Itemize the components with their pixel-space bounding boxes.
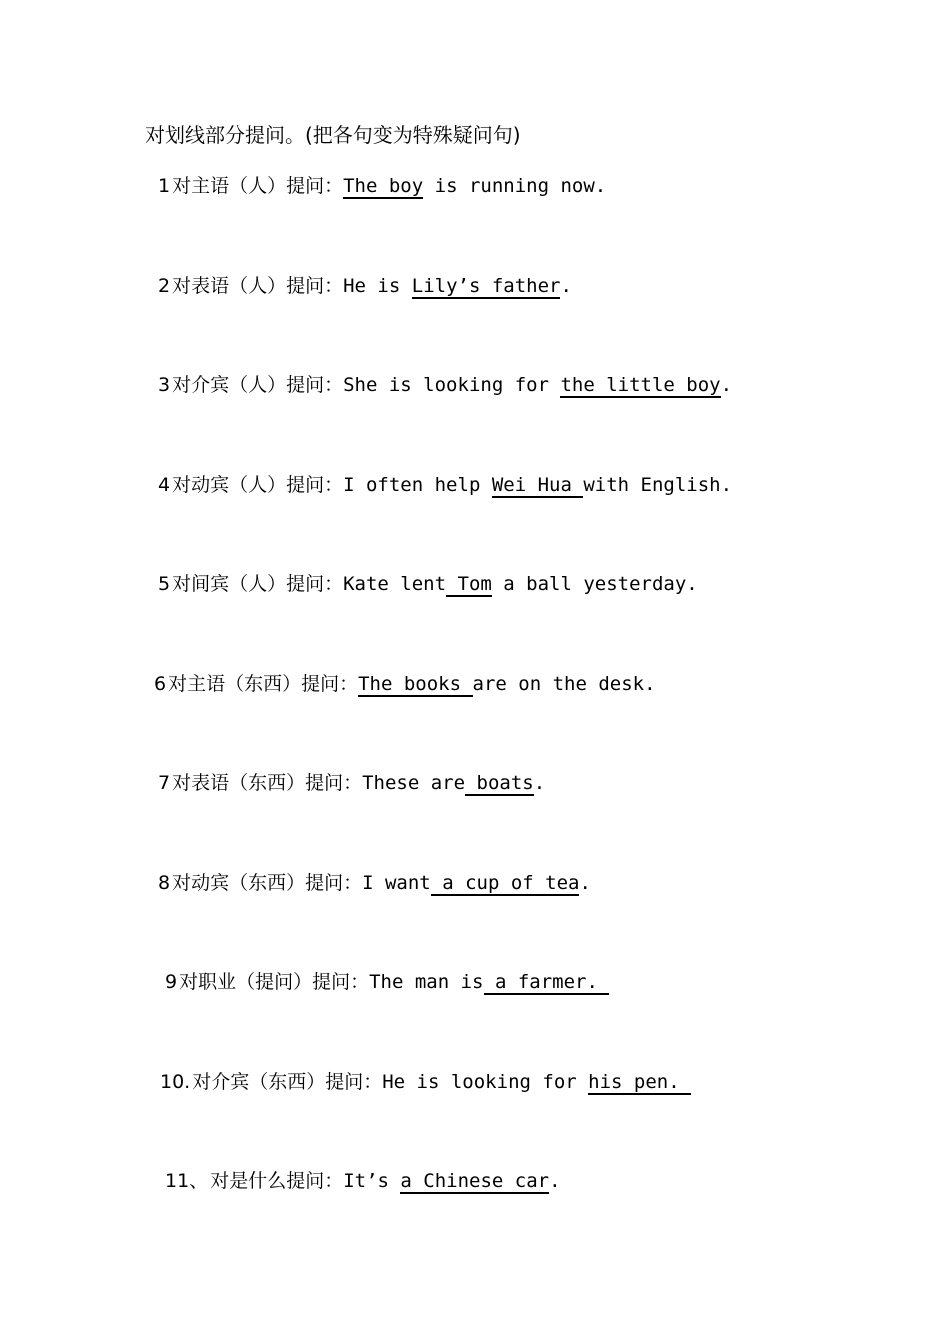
underlined-part: a farmer. (483, 971, 610, 993)
underlined-part: a Chinese car (400, 1170, 550, 1192)
underlined-part: a cup of tea (430, 872, 580, 894)
page-title: 对划线部分提问。(把各句变为特殊疑问句) (145, 123, 521, 147)
sentence-prefix: These are (362, 772, 466, 794)
question-3 (158, 371, 732, 399)
question-9 (165, 968, 609, 996)
question-10 (160, 1068, 691, 1096)
question-number: 9 (165, 971, 178, 993)
sentence-prefix: Kate lent (343, 573, 447, 595)
question-11 (165, 1167, 561, 1195)
underlined-part: boats (465, 772, 534, 794)
sentence-prefix: He is (343, 275, 412, 297)
question-number: 1 (158, 175, 171, 197)
question-4 (158, 471, 732, 499)
sentence-suffix: are on the desk. (472, 673, 656, 695)
underlined-part: his pen. (588, 1071, 692, 1093)
question-label: 对是什么提问： (210, 1170, 344, 1192)
underlined-part: The books (358, 673, 473, 695)
sentence-suffix: . (579, 872, 591, 894)
sentence-suffix: with English. (583, 474, 733, 496)
question-number: 6 (154, 673, 167, 695)
question-number: 5 (158, 573, 171, 595)
sentence-prefix: I want (362, 872, 431, 894)
question-number: 8 (158, 872, 171, 894)
question-number: 11、 (165, 1170, 209, 1192)
underlined-part: the little boy (560, 374, 721, 396)
sentence-suffix: . (560, 275, 572, 297)
question-6 (154, 670, 656, 698)
question-label: 对动宾（人）提问： (172, 474, 344, 496)
question-7 (158, 769, 545, 797)
question-number: 2 (158, 275, 171, 297)
question-label: 对表语（人）提问： (172, 275, 344, 297)
question-label: 对动宾（东西）提问： (172, 872, 363, 894)
underlined-part: Wei Hua (491, 474, 584, 496)
sentence-suffix: is running now. (423, 175, 607, 197)
question-label: 对主语（人）提问： (172, 175, 344, 197)
question-8 (158, 869, 591, 897)
question-label: 对主语（东西）提问： (168, 673, 359, 695)
question-number: 3 (158, 374, 171, 396)
underlined-part: Tom (446, 573, 492, 595)
underlined-part: Lily’s father (411, 275, 561, 297)
question-number: 10. (160, 1071, 191, 1093)
question-1 (158, 172, 606, 200)
sentence-prefix: The man is (369, 971, 484, 993)
question-5 (158, 570, 698, 598)
question-label: 对职业（提问）提问： (179, 971, 370, 993)
sentence-prefix: He is looking for (382, 1071, 589, 1093)
question-2 (158, 272, 572, 300)
underlined-part: The boy (343, 175, 424, 197)
sentence-suffix: a ball yesterday. (491, 573, 698, 595)
question-label: 对表语（东西）提问： (172, 772, 363, 794)
sentence-suffix: . (549, 1170, 561, 1192)
question-number: 4 (158, 474, 171, 496)
question-label: 对介宾（东西）提问： (192, 1071, 383, 1093)
question-label: 对间宾（人）提问： (172, 573, 344, 595)
sentence-suffix: . (533, 772, 546, 794)
question-label: 对介宾（人）提问： (172, 374, 344, 396)
sentence-prefix: I often help (343, 474, 492, 496)
sentence-prefix: It’s (343, 1170, 401, 1192)
question-number: 7 (158, 772, 171, 794)
sentence-suffix: . (720, 374, 733, 396)
sentence-prefix: She is looking for (343, 374, 561, 396)
